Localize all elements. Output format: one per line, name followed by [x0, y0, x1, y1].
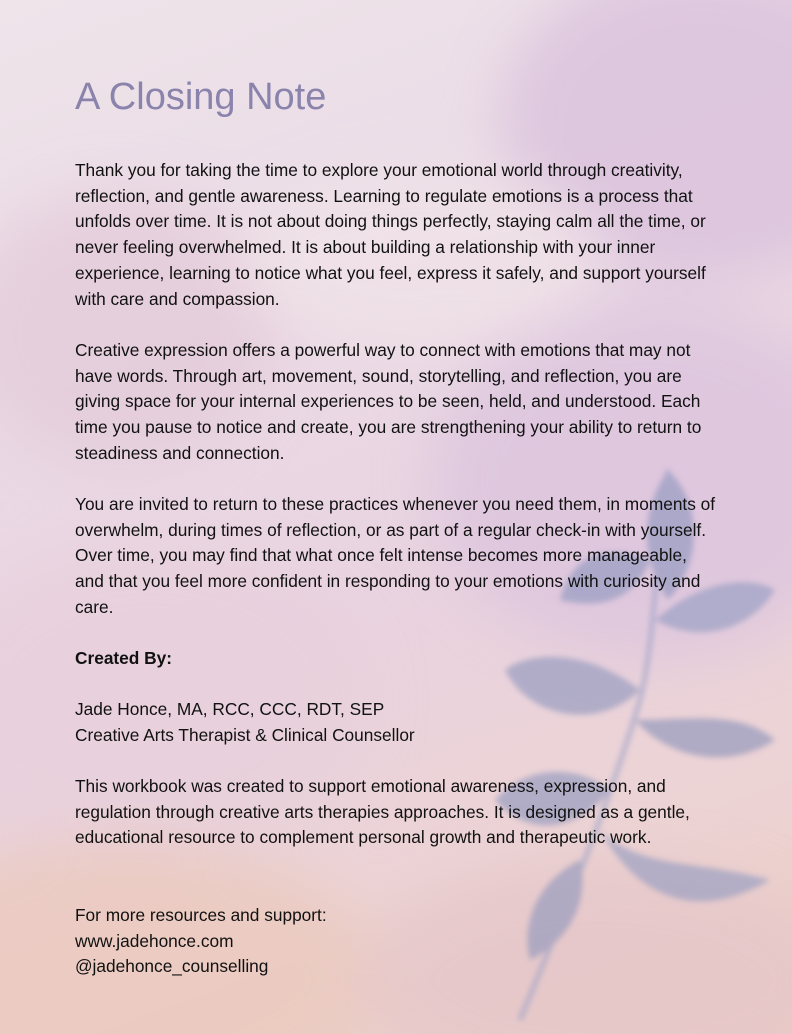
author-role: Creative Arts Therapist & Clinical Counsellor — [75, 724, 415, 745]
creative-expression-paragraph: Creative expression offers a powerful way to connect with emotions that may not have words. Through art, movement, sound, storytelling, and reflection, you are giving space for your internal experiences to be seen, held, and understood. Each time you pause to notice and create, you are strengthening your ability to return to steadiness and connection. — [75, 340, 702, 463]
author-block — [75, 697, 415, 748]
intro-paragraph: Thank you for taking the time to explore your emotional world through creativity, reflection, and gentle awareness. Learning to regulate emotions is a process that unfolds over time. It is not about doing things perfectly, staying calm all the time, or never feeling overwhelmed. It is about building a relationship with your inner experience, learning to notice what you feel, express it safely, and support yourself with care and compassion. — [75, 160, 706, 309]
resources-label: For more resources and support: — [75, 905, 327, 925]
resources-block — [75, 903, 327, 980]
about-workbook-paragraph: This workbook was created to support emotional awareness, expression, and regulation through creative arts therapies approaches. It is designed as a gentle, educational resource to complement personal growth and therapeutic work. — [75, 776, 690, 848]
social-handle-link[interactable]: @jadehonce_counselling — [75, 956, 269, 977]
author-name: Jade Honce, MA, RCC, CCC, RDT, SEP — [75, 699, 385, 719]
credits-heading: Created By: — [75, 648, 172, 668]
page-title: A Closing Note — [75, 76, 327, 118]
invitation-paragraph: You are invited to return to these practices whenever you need them, in moments of overwhelm, during times of reflection, or as part of a regular check-in with yourself. Over time, you may find that what once felt intense becomes more manageable, and that you feel more confident in responding to your emotions with curiosity and care. — [75, 494, 716, 617]
website-link[interactable]: www.jadehonce.com — [75, 930, 234, 951]
